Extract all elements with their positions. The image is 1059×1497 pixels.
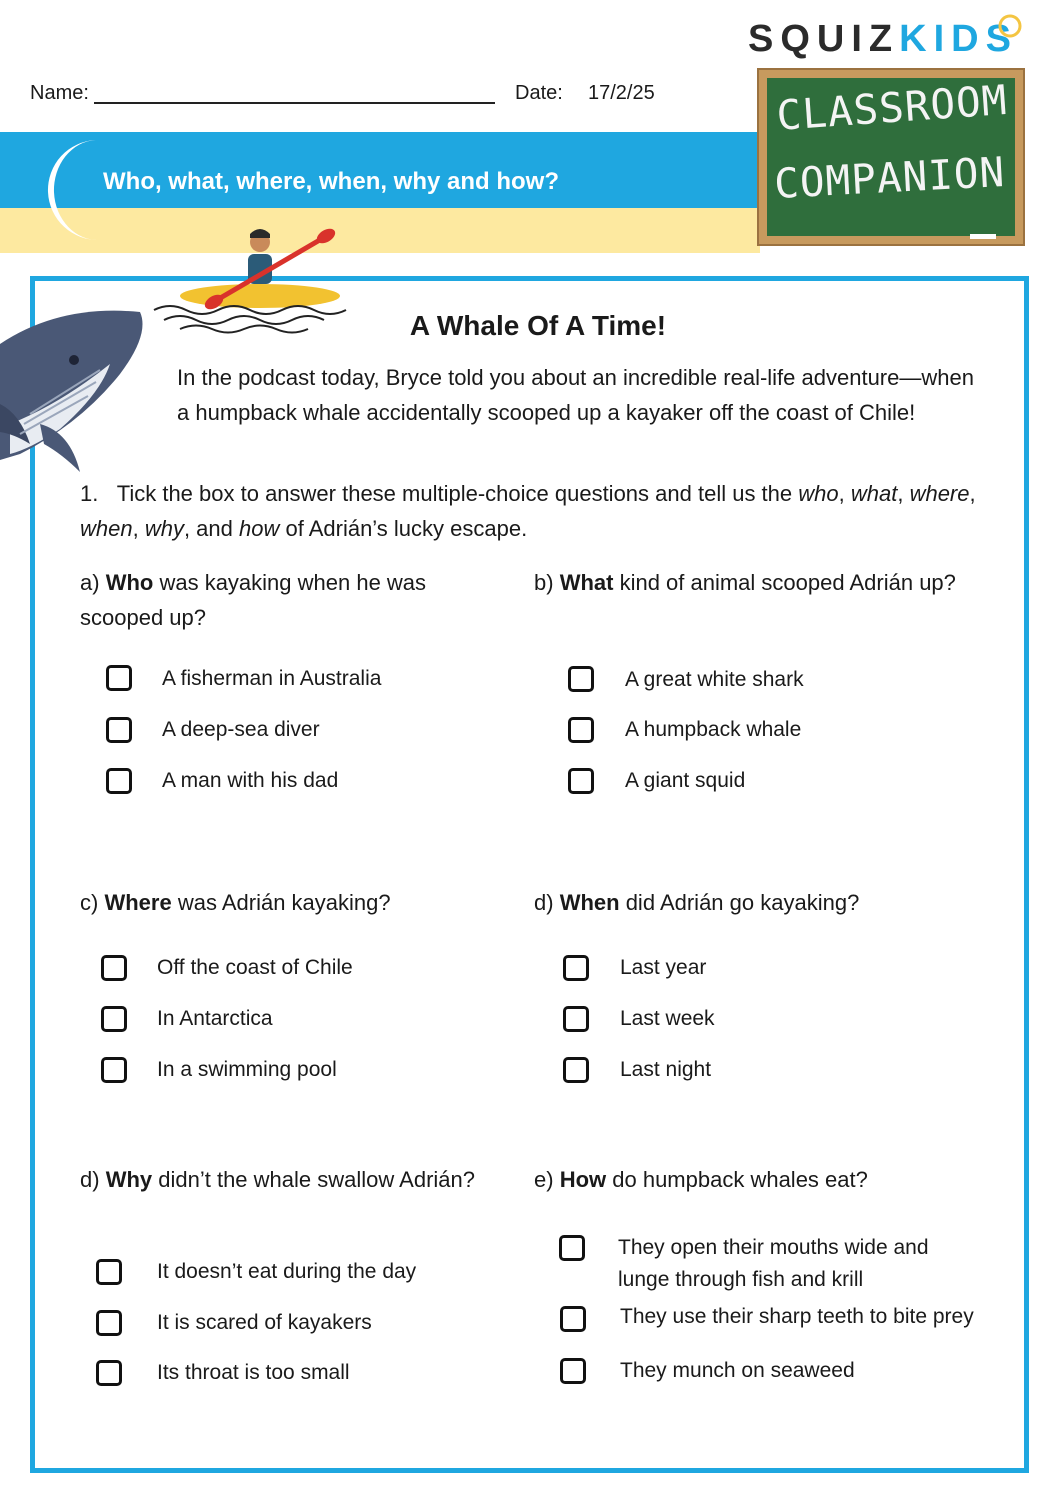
worksheet-title: A Whale Of A Time! (409, 310, 667, 341)
option-why-3: Its throat is too small (157, 1361, 350, 1384)
option-c-3: In a swimming pool (157, 1058, 337, 1081)
chalk (970, 234, 996, 239)
checkbox-a-2[interactable] (106, 717, 132, 743)
checkbox-d-1[interactable] (563, 955, 589, 981)
date-value: 17/2/25 (588, 82, 655, 104)
question-d-when: d) When did Adrián go kayaking? (534, 890, 860, 915)
checkbox-a-1[interactable] (106, 665, 132, 691)
question-b: b) What kind of animal scooped Adrián up? (534, 570, 956, 595)
option-e-2: They use their sharp teeth to bite prey (620, 1305, 974, 1328)
question-e: e) How do humpback whales eat? (534, 1167, 868, 1192)
question-c: c) Where was Adrián kayaking? (80, 890, 391, 915)
checkbox-e-2[interactable] (560, 1306, 586, 1332)
option-c-2: In Antarctica (157, 1007, 273, 1030)
checkbox-why-1[interactable] (96, 1259, 122, 1285)
option-d-1: Last year (620, 956, 707, 979)
option-d-3: Last night (620, 1058, 712, 1081)
checkbox-c-1[interactable] (101, 955, 127, 981)
intro-paragraph: In the podcast today, Bryce told you about an incredible real-life adventure—when a humpback whale accidentally scooped up a kayaker off the coast of Chile! (177, 365, 974, 425)
checkbox-a-3[interactable] (106, 768, 132, 794)
option-a-2: A deep-sea diver (162, 718, 320, 741)
option-d-2: Last week (620, 1007, 715, 1030)
instruction-paragraph: 1. Tick the box to answer these multiple-choice questions and tell us the who, what, where, when, why, and how of Adrián’s lucky escape. (80, 481, 976, 541)
option-b-1: A great white shark (625, 668, 804, 691)
date-label: Date: (515, 82, 563, 104)
checkbox-why-2[interactable] (96, 1310, 122, 1336)
topic-heading: Who, what, where, when, why and how? (103, 168, 560, 195)
logo-ring-icon (996, 12, 1026, 42)
checkbox-e-3[interactable] (560, 1358, 586, 1384)
checkbox-why-3[interactable] (96, 1360, 122, 1386)
option-c-1: Off the coast of Chile (157, 956, 353, 979)
checkbox-d-2[interactable] (563, 1006, 589, 1032)
squizkids-logo: SQUIZKIDS (748, 18, 1018, 60)
checkbox-b-2[interactable] (568, 717, 594, 743)
name-label: Name: (30, 82, 89, 104)
option-why-2: It is scared of kayakers (157, 1311, 372, 1334)
badge-line-1: CLASSROOM (775, 75, 1009, 140)
checkbox-b-3[interactable] (568, 768, 594, 794)
option-b-3: A giant squid (625, 769, 746, 792)
question-d-why: d) Why didn’t the whale swallow Adrián? (80, 1167, 475, 1192)
name-input-line[interactable] (94, 102, 495, 104)
checkbox-c-2[interactable] (101, 1006, 127, 1032)
checkbox-d-3[interactable] (563, 1057, 589, 1083)
checkbox-b-1[interactable] (568, 666, 594, 692)
option-a-3: A man with his dad (162, 769, 339, 792)
option-b-2: A humpback whale (625, 718, 802, 741)
checkbox-e-1[interactable] (559, 1235, 585, 1261)
question-a: a) Who was kayaking when he was scooped up? (80, 570, 427, 630)
option-why-1: It doesn’t eat during the day (157, 1260, 417, 1283)
option-e-1: They open their mouths wide and lunge through fish and krill (618, 1236, 929, 1291)
option-a-1: A fisherman in Australia (162, 667, 382, 690)
badge-line-2: COMPANION (773, 147, 1007, 208)
checkbox-c-3[interactable] (101, 1057, 127, 1083)
option-e-3: They munch on seaweed (620, 1359, 855, 1382)
